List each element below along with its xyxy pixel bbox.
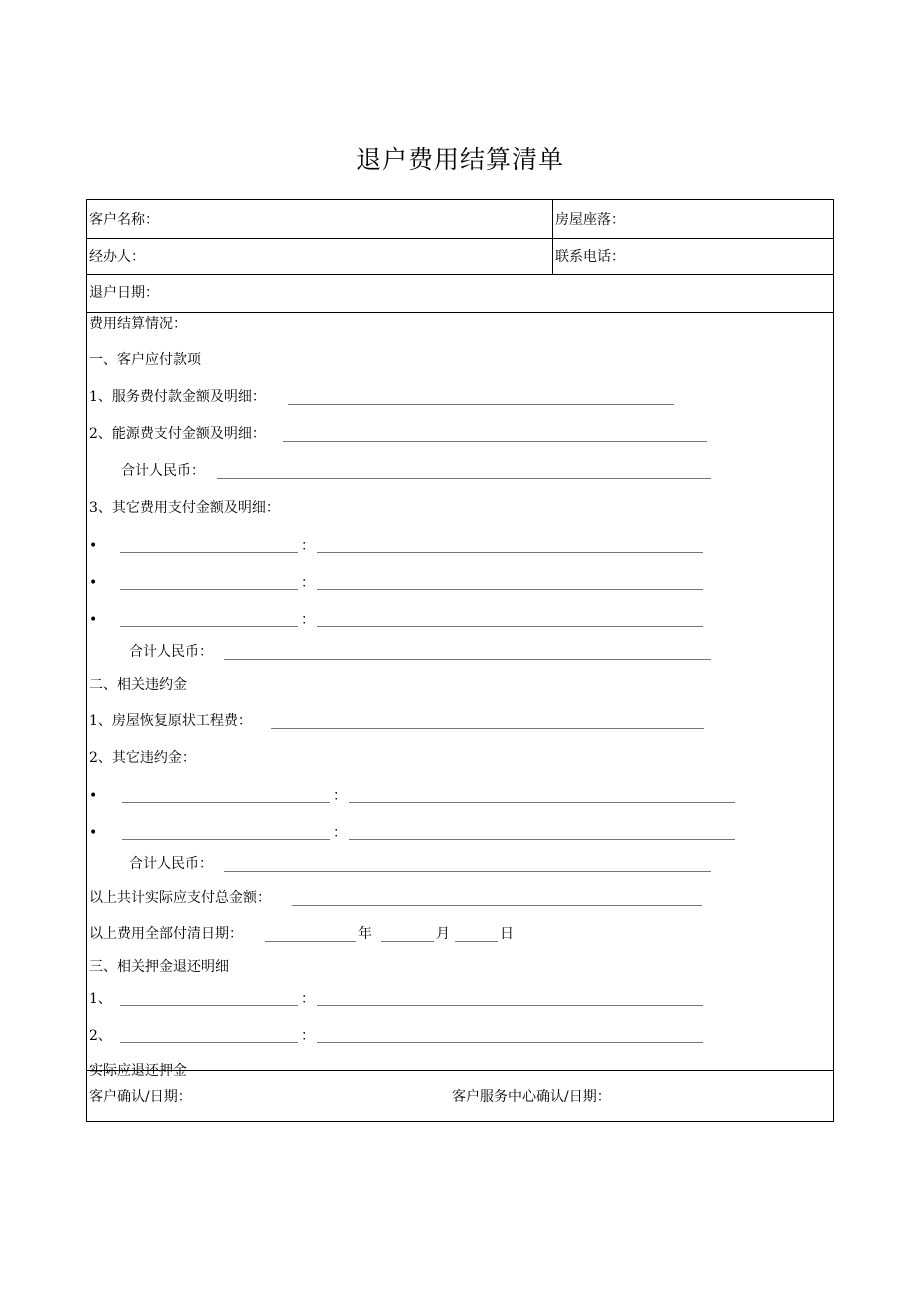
paid-day-line[interactable] [455,941,498,942]
subtotal2-label: 合计人民币： [129,644,213,660]
colon: ： [301,991,315,1007]
colon: ： [301,612,315,628]
row-divider [87,1070,833,1071]
customer-confirm-label: 客户确认/日期： [89,1089,192,1105]
deposit-item2-label: 2、 [89,1028,112,1044]
bullet: • [89,538,98,554]
phone-label: 联系电话： [555,249,625,265]
other-fee-item-line[interactable] [120,589,298,590]
service-fee-line[interactable] [288,404,674,405]
center-confirm-label: 客户服务中心确认/日期： [452,1089,611,1105]
deposit-item-line[interactable] [120,1042,298,1043]
other-fee-amount-line[interactable] [317,626,703,627]
deposit-item1-label: 1、 [89,991,112,1007]
total-payable-label: 以上共计实际应支付总金额： [89,890,271,906]
energy-fee-line[interactable] [283,441,707,442]
colon: ： [301,1028,315,1044]
restoration-fee-label: 1、房屋恢复原状工程费： [89,713,252,729]
other-fee-label: 3、其它费用支付金额及明细： [89,500,280,516]
bullet: • [89,575,98,591]
energy-fee-label: 2、能源费支付金额及明细： [89,426,266,442]
colon: ： [333,825,347,841]
exit-date-label: 退户日期： [89,285,159,301]
other-fee-item-line[interactable] [120,552,298,553]
penalty-amount-line[interactable] [349,839,735,840]
colon: ： [301,538,315,554]
restoration-fee-line[interactable] [271,728,704,729]
bullet: • [89,788,98,804]
paid-date-label: 以上费用全部付清日期： [89,926,243,942]
penalty-amount-line[interactable] [349,802,735,803]
row-divider [87,274,833,275]
penalty-item-line[interactable] [122,839,330,840]
section3-heading: 三、相关押金退还明细 [89,959,229,975]
service-fee-label: 1、服务费付款金额及明细： [89,389,266,405]
row-divider [87,238,833,239]
settlement-heading: 费用结算情况： [89,316,187,332]
house-location-label: 房屋座落： [555,212,625,228]
subtotal2-line[interactable] [224,659,711,660]
settlement-details [87,312,833,1079]
refund-total-label: 实际应退还押金 [89,1063,187,1079]
colon: ： [301,575,315,591]
colon: ： [333,788,347,804]
deposit-amount-line[interactable] [317,1005,703,1006]
agent-label: 经办人： [89,249,145,265]
total-payable-line[interactable] [292,905,702,906]
year-label: 年 [358,926,372,942]
other-fee-amount-line[interactable] [317,552,703,553]
month-label: 月 [436,926,450,942]
subtotal3-line[interactable] [224,871,711,872]
section1-heading: 一、客户应付款项 [89,352,201,368]
subtotal1-label: 合计人民币： [121,463,205,479]
column-divider [552,200,553,274]
paid-year-line[interactable] [265,941,356,942]
bullet: • [89,612,98,628]
subtotal1-line[interactable] [217,478,711,479]
other-penalty-label: 2、其它违约金： [89,750,196,766]
paid-month-line[interactable] [381,941,434,942]
bullet: • [89,825,98,841]
deposit-item-line[interactable] [120,1005,298,1006]
section2-heading: 二、相关违约金 [89,677,187,693]
deposit-amount-line[interactable] [317,1042,703,1043]
customer-name-label: 客户名称： [89,212,159,228]
other-fee-amount-line[interactable] [317,589,703,590]
penalty-item-line[interactable] [122,802,330,803]
day-label: 日 [500,926,514,942]
subtotal3-label: 合计人民币： [129,856,213,872]
settlement-form [86,199,834,1122]
other-fee-item-line[interactable] [120,626,298,627]
page-title: 退户费用结算清单 [355,145,564,174]
